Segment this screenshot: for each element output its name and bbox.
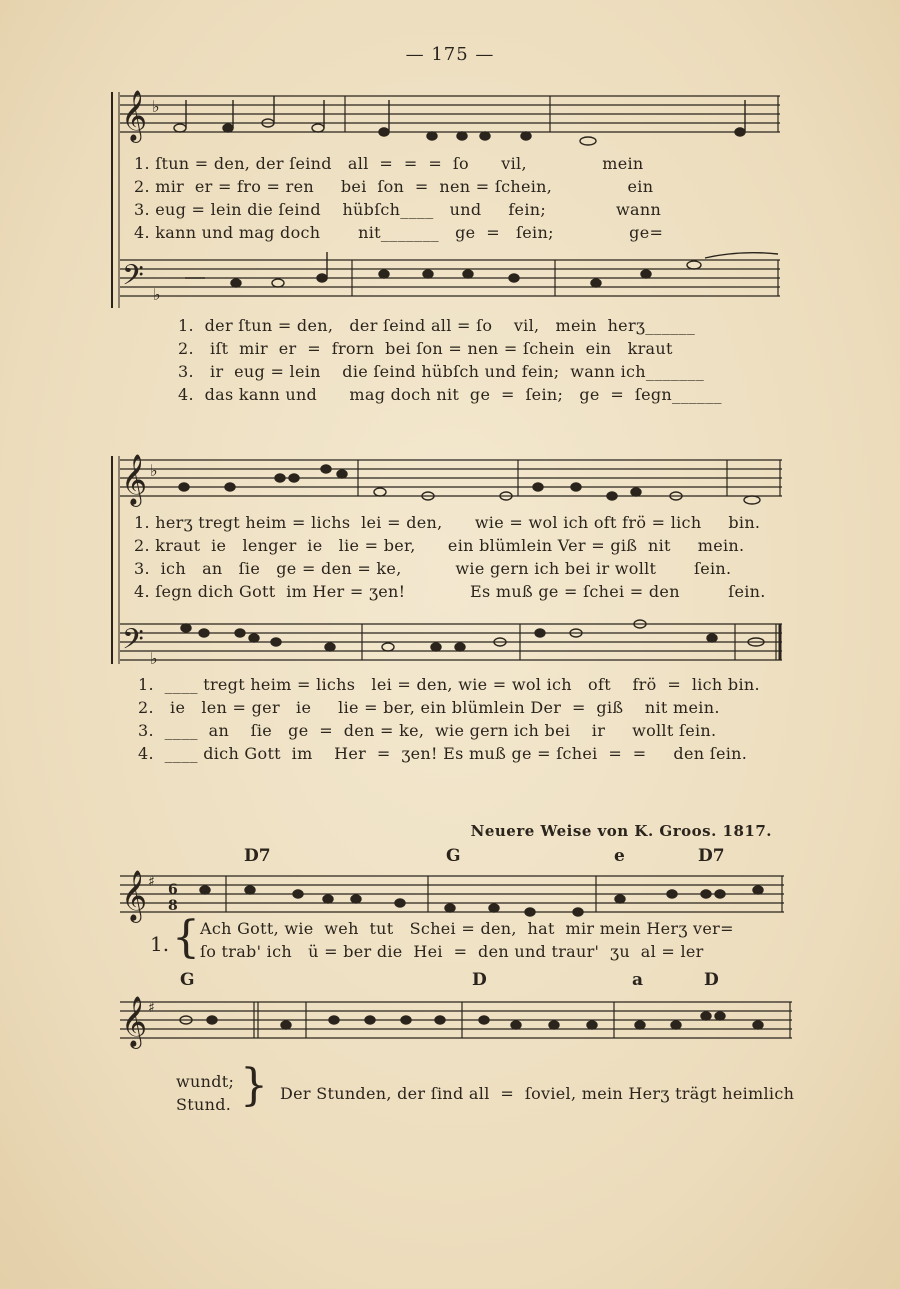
- chord-symbol: D7: [244, 846, 271, 866]
- s2-upper-verse-1: 1. herʒ tregt heim = lichs lei = den, wie = wol ich oft frö = lich bin.: [134, 513, 761, 532]
- s1-lower-verse-1: 1. der ſtun = den, der ſeind all = ſo vil, mein herʒ______: [178, 316, 696, 335]
- svg-text:♭: ♭: [153, 285, 161, 304]
- s1-upper-verse-1: 1. ſtun = den, der ſeind all = = = ſo vil, mein: [134, 154, 644, 173]
- s2-upper-verse-3: 3. ich an ſie ge = den = ke, wie gern ich bei ir wollt ſein.: [134, 559, 732, 578]
- svg-text:𝄞: 𝄞: [121, 454, 148, 505]
- chord-symbol: e: [614, 846, 625, 866]
- svg-text:♭: ♭: [150, 649, 158, 668]
- svg-text:♭: ♭: [152, 97, 160, 116]
- s2-upper-verse-2: 2. kraut ie lenger ie lie = ber, ein blümlein Ver = giß nit mein.: [134, 536, 745, 555]
- svg-text:𝄢: 𝄢: [122, 259, 144, 299]
- system-1-lower-staff: [0, 248, 900, 308]
- chord-symbol: D: [472, 970, 487, 990]
- s2-lower-verse-4: 4. ____ dich Gott im Her = ʒen! Es muß ge = ſchei = = den ſein.: [138, 744, 748, 763]
- system-3-staff: [0, 864, 900, 924]
- chord-symbol: G: [446, 846, 461, 866]
- s4-lead-line-2: Stund.: [176, 1095, 232, 1114]
- s1-lower-verse-4: 4. das kann und mag doch nit ge = ſein; ge = ſegn______: [178, 385, 722, 404]
- svg-text:6: 6: [168, 882, 178, 898]
- s1-lower-verse-2: 2. iſt mir er = frorn bei ſon = nen = ſchein ein kraut: [178, 339, 673, 358]
- svg-text:𝄞: 𝄞: [121, 870, 148, 921]
- s3-lyric-line-1: Ach Gott, wie weh tut Schei = den, hat mir mein Herʒ ver=: [200, 919, 734, 938]
- svg-text:♯: ♯: [148, 1000, 155, 1016]
- s2-lower-verse-2: 2. ie len = ger ie lie = ber, ein blümlein Der = giß nit mein.: [138, 698, 720, 717]
- verse-brace: {: [172, 912, 200, 963]
- verse-brace-close: }: [240, 1060, 268, 1111]
- svg-text:8: 8: [168, 898, 178, 914]
- svg-text:𝄞: 𝄞: [121, 90, 148, 141]
- svg-text:𝄞: 𝄞: [121, 996, 148, 1047]
- s2-lower-verse-1: 1. ____ tregt heim = lichs lei = den, wie = wol ich oft frö = lich bin.: [138, 675, 760, 694]
- chord-symbol: D7: [698, 846, 725, 866]
- system-4-staff: [0, 990, 900, 1050]
- svg-text:♯: ♯: [148, 874, 155, 890]
- s2-lower-verse-3: 3. ____ an ſie ge = den = ke, wie gern ich bei ir wollt ſein.: [138, 721, 717, 740]
- system-2-lower-staff: [0, 610, 900, 670]
- s2-upper-verse-4: 4. ſegn dich Gott im Her = ʒen! Es muß ge = ſchei = den ſein.: [134, 582, 766, 601]
- s4-lyric-line: Der Stunden, der ſind all = ſoviel, mein Herʒ trägt heimlich: [280, 1084, 795, 1103]
- s1-upper-verse-3: 3. eug = lein die ſeind hübſch____ und fein; wann: [134, 200, 662, 219]
- s1-upper-verse-2: 2. mir er = fro = ren bei ſon = nen = ſchein, ein: [134, 177, 654, 196]
- melody-attribution: Neuere Weise von K. Groos. 1817.: [470, 822, 772, 840]
- svg-text:𝄢: 𝄢: [122, 623, 144, 663]
- page-number: — 175 —: [405, 44, 495, 65]
- s1-upper-verse-4: 4. kann und mag doch nit_______ ge = ſein; ge=: [134, 223, 664, 242]
- s3-lyric-line-2: ſo trab' ich ü = ber die Hei = den und traur' ʒu al = ler: [200, 942, 704, 961]
- s1-lower-verse-3: 3. ir eug = lein die ſeind hübſch und fein; wann ich_______: [178, 362, 705, 381]
- s4-lead-line-1: wundt;: [176, 1072, 235, 1091]
- svg-text:♭: ♭: [150, 461, 158, 480]
- chord-symbol: a: [632, 970, 644, 990]
- verse-number: 1.: [150, 932, 170, 956]
- chord-symbol: G: [180, 970, 195, 990]
- chord-symbol: D: [704, 970, 719, 990]
